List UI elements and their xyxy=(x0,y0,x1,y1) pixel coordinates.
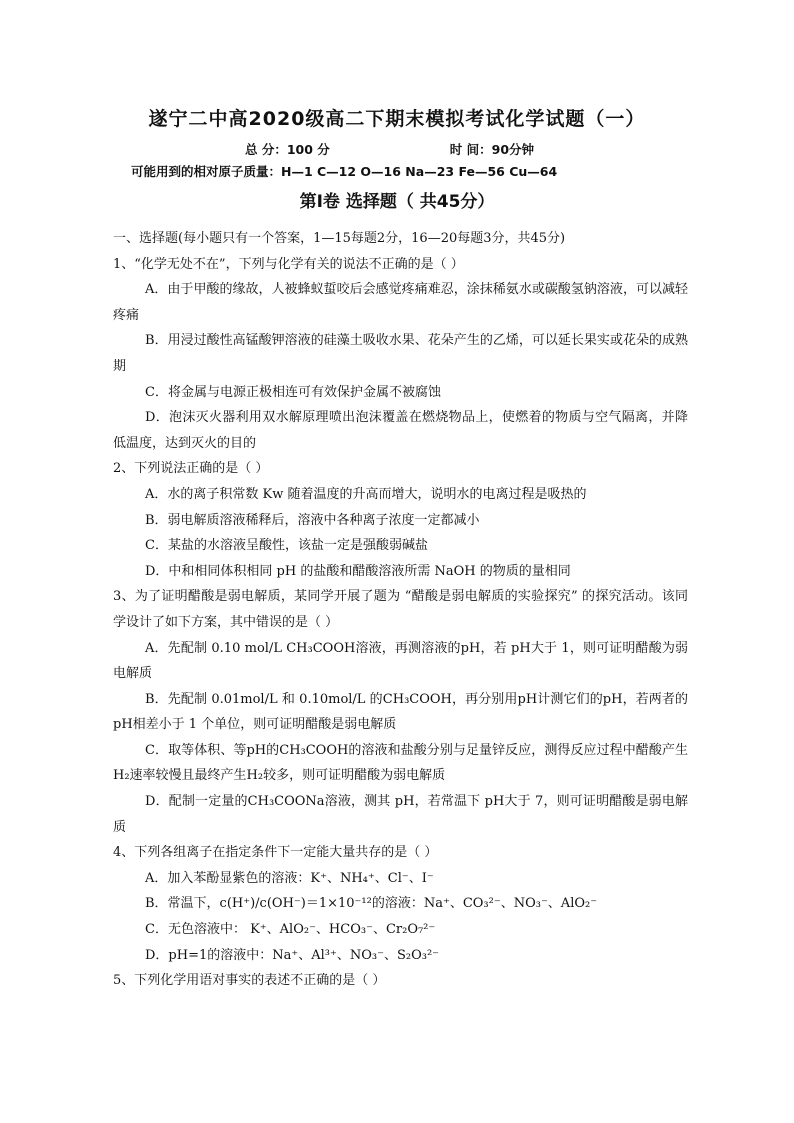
question-option: C．某盐的水溶液呈酸性，该盐一定是强酸弱碱盐 xyxy=(145,538,428,554)
part-heading: 一、选择题(每小题只有一个答案，1—15每题2分，16—20每题3分，共45分) xyxy=(113,231,566,246)
question-option: C．无色溶液中： K⁺、AlO₂⁻、HCO₃⁻、Cr₂O₇²⁻ xyxy=(145,922,436,938)
question-option: A．水的离子积常数 Kw 随着温度的升高而增大，说明水的电离过程是吸热的 xyxy=(145,486,587,502)
exam-time: 时 间：90分钟 xyxy=(449,142,535,157)
question-option: B．弱电解质溶液稀释后，溶液中各种离子浓度一定都减小 xyxy=(145,512,480,528)
question-option: D．pH=1的溶液中：Na⁺、Al³⁺、NO₃⁻、S₂O₃²⁻ xyxy=(145,947,440,963)
question-option: A．加入苯酚显紫色的溶液：K⁺、NH₄⁺、Cl⁻、I⁻ xyxy=(145,870,434,886)
exam-title: 遂宁二中高2020级高二下期末模拟考试化学试题（一） xyxy=(148,108,646,130)
question-option: B．用浸过酸性高锰酸钾溶液的硅藻土吸收水果、花朵产生的乙烯，可以延长果实或花朵的成熟期 xyxy=(113,333,688,374)
exam-meta-line xyxy=(245,140,534,158)
question-stem: 1、“化学无处不在”，下列与化学有关的说法不正确的是（ ） xyxy=(113,256,464,272)
question-option: A．由于甲酸的缘故，人被蜂蚁蜇咬后会感觉疼痛难忍，涂抹稀氨水或碳酸氢钠溶液，可以减轻疼痛 xyxy=(113,282,688,323)
question-stem: 4、下列各组离子在指定条件下一定能大量共存的是（ ） xyxy=(113,845,438,861)
question-option: C．取等体积、等pH的CH₃COOH的溶液和盐酸分别与足量锌反应，测得反应过程中醋酸产生 H₂速率较慢且最终产生H₂较多，则可证明醋酸为弱电解质 xyxy=(113,742,688,784)
question-stem: 3、为了证明醋酸是弱电解质，某同学开展了题为 “醋酸是弱电解质的实验探究” 的探究活动。该同学设计了如下方案，其中错误的是（ ） xyxy=(113,589,688,630)
question-stem: 5、下列化学用语对事实的表述不正确的是（ ） xyxy=(113,973,386,989)
section-title: 第Ⅰ卷 选择题（ 共45分） xyxy=(299,192,495,212)
question-option: B．常温下，c(H⁺)/c(OH⁻)＝1×10⁻¹²的溶液：Na⁺、CO₃²⁻、NO₃⁻、AlO₂⁻ xyxy=(145,896,598,912)
total-score: 总 分：100 分 xyxy=(245,142,330,157)
question-option: D．泡沫灭火器利用双水解原理喷出泡沫覆盖在燃烧物品上，使燃着的物质与空气隔离，并降低温度，达到灭火的目的 xyxy=(113,410,688,451)
atomic-masses: 可能用到的相对原子质量：H—1 C—12 O—16 Na—23 Fe—56 Cu—64 xyxy=(131,164,558,179)
question-option: B．先配制 0.01mol/L 和 0.10mol/L 的CH₃COOH，再分别用pH计测它们的pH，若两者的pH相差小于 1 个单位，则可证明醋酸是弱电解质 xyxy=(113,691,688,733)
question-option: A．先配制 0.10 mol/L CH₃COOH溶液，再测溶液的pH，若 pH大于 1，则可证明醋酸为弱电解质 xyxy=(113,640,688,682)
question-option: D．中和相同体积相同 pH 的盐酸和醋酸溶液所需 NaOH 的物质的量相同 xyxy=(145,563,571,579)
question-option: D．配制一定量的CH₃COONa溶液，测其 pH，若常温下 pH大于 7，则可证明醋酸是弱电解质 xyxy=(113,794,688,835)
question-body xyxy=(113,226,688,994)
question-option: C．将金属与电源正极相连可有效保护金属不被腐蚀 xyxy=(145,384,441,400)
question-stem: 2、下列说法正确的是（ ） xyxy=(113,461,269,477)
